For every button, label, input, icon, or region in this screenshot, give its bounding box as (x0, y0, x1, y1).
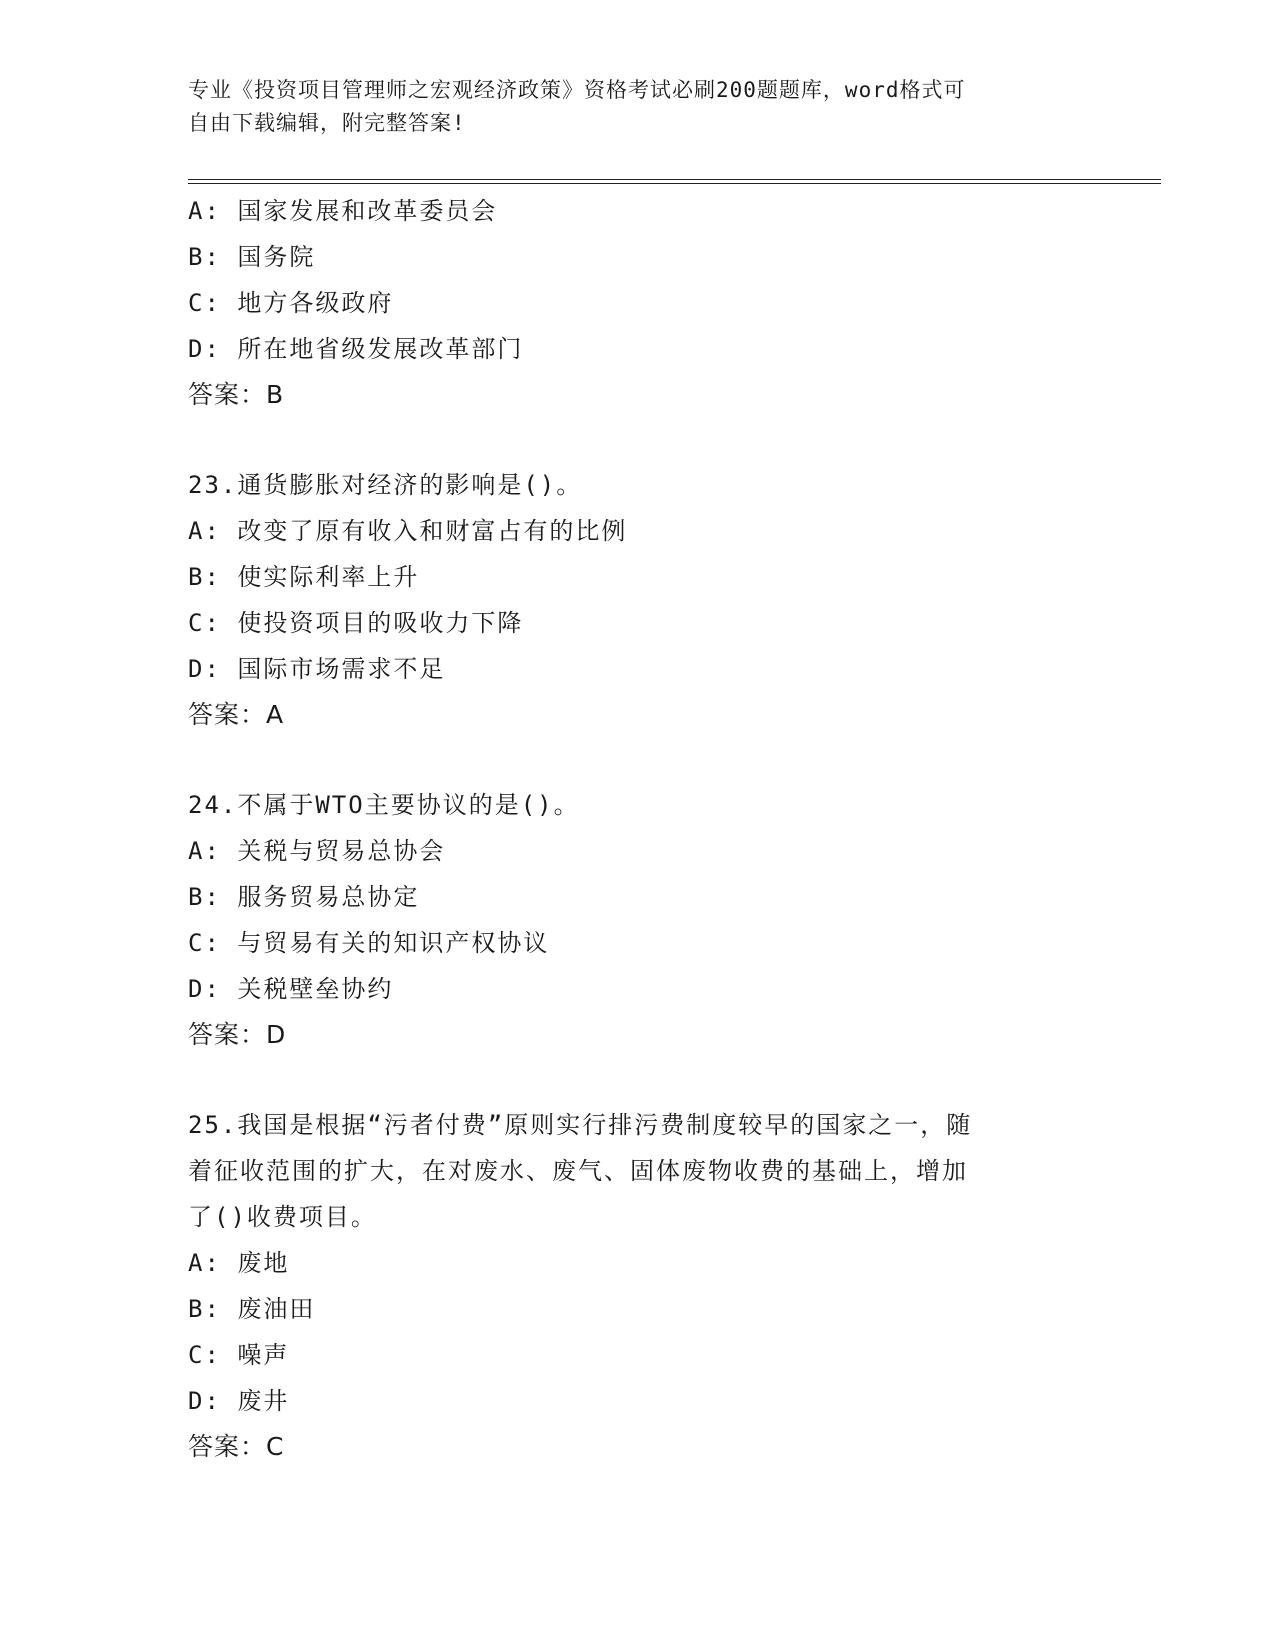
question-stem-line-1: 25.我国是根据“污者付费”原则实行排污费制度较早的国家之一，随 (188, 1111, 973, 1139)
option-d: D: 废井 (188, 1387, 290, 1415)
question-stem: 24.不属于WTO主要协议的是()。 (188, 791, 580, 819)
option-d: D: 所在地省级发展改革部门 (188, 335, 524, 363)
option-b: B: 废油田 (188, 1295, 316, 1323)
option-a: A: 关税与贸易总协会 (188, 837, 446, 865)
option-c: C: 使投资项目的吸收力下降 (188, 609, 524, 637)
question-23 (188, 462, 1088, 738)
answer: 答案：D (188, 1020, 287, 1049)
question-22 (188, 188, 1088, 418)
option-c: C: 与贸易有关的知识产权协议 (188, 929, 550, 957)
option-a: A: 废地 (188, 1249, 290, 1277)
question-stem-line-2: 着征收范围的扩大，在对废水、废气、固体废物收费的基础上，增加 (188, 1157, 968, 1185)
option-a: A: 改变了原有收入和财富占有的比例 (188, 517, 628, 545)
question-stem-line-3: 了()收费项目。 (188, 1203, 377, 1231)
answer: 答案：C (188, 1432, 285, 1461)
option-d: D: 关税壁垒协约 (188, 975, 394, 1003)
header-line-2: 自由下载编辑，附完整答案! (188, 111, 466, 135)
question-list (188, 188, 1088, 1470)
document-header (188, 74, 1088, 140)
option-d: D: 国际市场需求不足 (188, 655, 446, 683)
answer: 答案：B (188, 380, 285, 409)
option-b: B: 使实际利率上升 (188, 563, 420, 591)
answer: 答案：A (188, 700, 285, 729)
option-a: A: 国家发展和改革委员会 (188, 197, 498, 225)
header-line-1: 专业《投资项目管理师之宏观经济政策》资格考试必刷200题题库，word格式可 (188, 78, 966, 102)
question-25 (188, 1102, 1088, 1470)
option-c: C: 噪声 (188, 1341, 290, 1369)
header-divider (188, 179, 1161, 184)
question-24 (188, 782, 1088, 1058)
question-stem: 23.通货膨胀对经济的影响是()。 (188, 471, 583, 499)
option-b: B: 国务院 (188, 243, 316, 271)
option-b: B: 服务贸易总协定 (188, 883, 420, 911)
option-c: C: 地方各级政府 (188, 289, 394, 317)
